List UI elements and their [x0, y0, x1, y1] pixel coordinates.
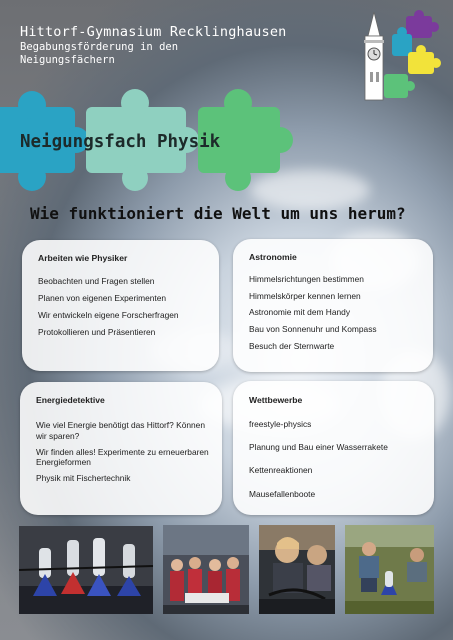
school-logo	[358, 10, 442, 106]
list-item: Besuch der Sternwarte	[249, 340, 335, 351]
school-subtitle: Begabungsförderung in den Neigungsfächern	[20, 41, 179, 66]
logo-puzzle-purple	[406, 10, 439, 38]
card-arbeiten-wie-physiker	[22, 240, 219, 371]
list-item: Planen von eigenen Experimenten	[38, 293, 167, 303]
list-item: Himmelskörper kennen lernen	[249, 290, 361, 301]
main-question: Wie funktioniert die Welt um uns herum?	[30, 204, 406, 223]
card-list	[36, 420, 214, 489]
card-astronomie	[233, 239, 433, 372]
card-list	[38, 276, 211, 344]
list-item: Wir entwickeln eigene Forscherfragen	[38, 310, 179, 320]
photo-experiment	[259, 525, 335, 614]
list-item: Mausefallenboote	[249, 488, 316, 499]
list-item: Astronomie mit dem Handy	[249, 307, 351, 318]
list-item: Himmelsrichtungen bestimmen	[249, 274, 364, 284]
list-item: Wie viel Energie benötigt das Hittorf? Können wir sparen?	[36, 420, 205, 441]
photo-students-group	[163, 525, 249, 614]
list-item: freestyle-physics	[249, 419, 312, 429]
photo-outdoor-launch	[345, 525, 434, 614]
subject-title: Neigungsfach Physik	[20, 132, 221, 152]
card-title: Wettbewerbe	[249, 395, 303, 405]
card-title: Arbeiten wie Physiker	[38, 253, 128, 263]
card-list	[249, 419, 426, 512]
logo-puzzle-green	[384, 74, 415, 98]
photo-rockets	[19, 526, 153, 614]
card-wettbewerbe	[233, 381, 434, 515]
card-title: Energiedetektive	[36, 395, 105, 405]
list-item: Kettenreaktionen	[249, 465, 313, 476]
card-list	[249, 274, 425, 357]
card-energiedetektive	[20, 382, 222, 515]
list-item: Wir finden alles! Experimente zu erneuerbaren Energieformen	[36, 446, 209, 467]
list-item: Physik mit Fischertechnik	[36, 473, 131, 483]
list-item: Protokollieren und Präsentieren	[38, 327, 156, 337]
list-item: Beobachten und Fragen stellen	[38, 276, 155, 286]
list-item: Bau von Sonnenuhr und Kompass	[249, 324, 377, 335]
list-item: Planung und Bau einer Wasserrakete	[249, 442, 388, 453]
logo-puzzle-yellow	[408, 45, 441, 74]
tower-icon	[364, 12, 384, 100]
school-name: Hittorf-Gymnasium Recklinghausen	[20, 24, 287, 40]
card-title: Astronomie	[249, 252, 297, 262]
